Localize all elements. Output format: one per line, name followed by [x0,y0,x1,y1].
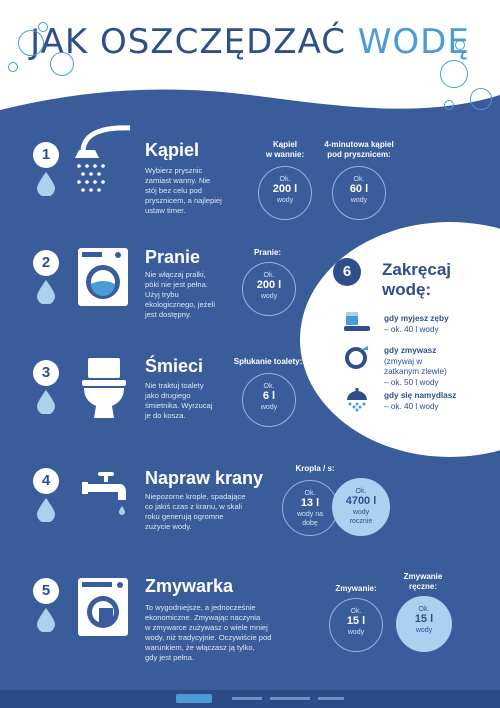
stat-toilet: Ok. 6 l wody [242,373,296,427]
shower-head-icon [344,388,370,416]
bubble-decoration [440,60,468,88]
section-number: 2 [33,250,59,276]
section-text: Niepozorne krople, spadające co jakiś czas z kranu, w skali roku generują ogromne zużycie wody. [145,492,246,531]
bubble-decoration [8,62,18,72]
section-number: 3 [33,360,59,386]
header-wave [0,0,500,130]
stat-drip-day: Ok. 13 l wody na dobę [282,480,338,536]
tip-circle [300,222,500,457]
section-title: Pranie [145,247,201,267]
section-number: 6 [333,258,361,286]
stat-bath: Ok. 200 l wody [258,166,312,220]
toothbrush-icon [344,312,370,334]
bubble-decoration [455,40,465,50]
tip-item: gdy zmywasz (zmywaj w zatkanym zlewie) – ok. 50 l wody [384,346,447,387]
section-title: Napraw krany [145,468,264,488]
section-title: Śmieci [145,356,204,376]
footer-text-mark [318,697,344,700]
dishwasher-icon [78,578,128,636]
section-title: Kąpiel [145,140,200,160]
section-number: 1 [33,142,59,168]
section-text: Nie włączaj pralki, póki nie jest pełna. Użyj trybu ekologicznego, jeżeli jest dostępny. [145,270,216,319]
stat-drip-year: Ok. 4700 l wody rocznie [332,478,390,536]
footer-text-mark [270,697,310,700]
tip-item: gdy się namydlasz – ok. 40 l wody [384,391,457,411]
stat-laundry: Ok. 200 l wody [242,262,296,316]
stat-label-laundry: Pranie: [253,248,282,257]
toilet-icon [82,358,126,420]
section-title: Zmywarka [145,576,234,596]
bubble-decoration [444,100,454,110]
section-number: 5 [33,578,59,604]
water-drop-icon [37,172,55,196]
washing-machine-icon [78,248,128,306]
stat-label-drip: Kropla / s: [295,464,335,473]
bubble-decoration [50,52,74,76]
water-drop-icon [37,608,55,632]
stat-shower: Ok. 60 l wody [332,166,386,220]
stat-label-dishwasher: Zmywanie: [335,584,377,593]
water-drop-icon [37,280,55,304]
bubble-decoration [18,30,44,56]
stat-hand: Ok. 15 l wody [396,596,452,652]
tip-item: gdy myjesz zęby – ok. 40 l wody [384,314,449,334]
section-number: 4 [33,468,59,494]
stat-label-toilet: Spłukanie toalety: [233,357,303,366]
shower-icon [75,122,135,197]
bubble-decoration [38,22,48,32]
stat-label-shower: 4-minutowa kąpiel pod prysznicem: [324,140,394,159]
faucet-icon [80,470,130,520]
section-text: Nie traktuj toalety jako drugiego śmietnika. Wyrzucaj je do kosza. [145,381,213,420]
section-text: Wybierz prysznic zamiast wanny. Nie stój bez celu pod prysznicem, a najlepiej ustaw timer. [145,166,222,215]
water-drop-icon [37,390,55,414]
stat-dishwasher: Ok. 15 l wody [329,598,383,652]
plate-icon [344,344,370,370]
footer-text-mark [232,697,262,700]
water-drop-icon [37,498,55,522]
page-title: JAK OSZCZĘDZAĆ WODĘ [30,22,470,62]
bubble-decoration [470,88,492,110]
stat-label-hand: Zmywanie ręczne: [403,572,443,591]
section-text: To wygodniejsze, a jednocześnie ekonomiczne. Zmywając naczynia w zmywarce zużywasz o wiele mniej wody, niż tradycyjnie. Oczywiście pod warunkiem, że włączasz ją tylko, gdy jest pełna. [145,603,272,662]
tip-title: Zakręcaj wodę: [382,260,451,299]
stat-label-bath: Kąpiel w wannie: [265,140,305,159]
publisher-logo [176,694,212,703]
